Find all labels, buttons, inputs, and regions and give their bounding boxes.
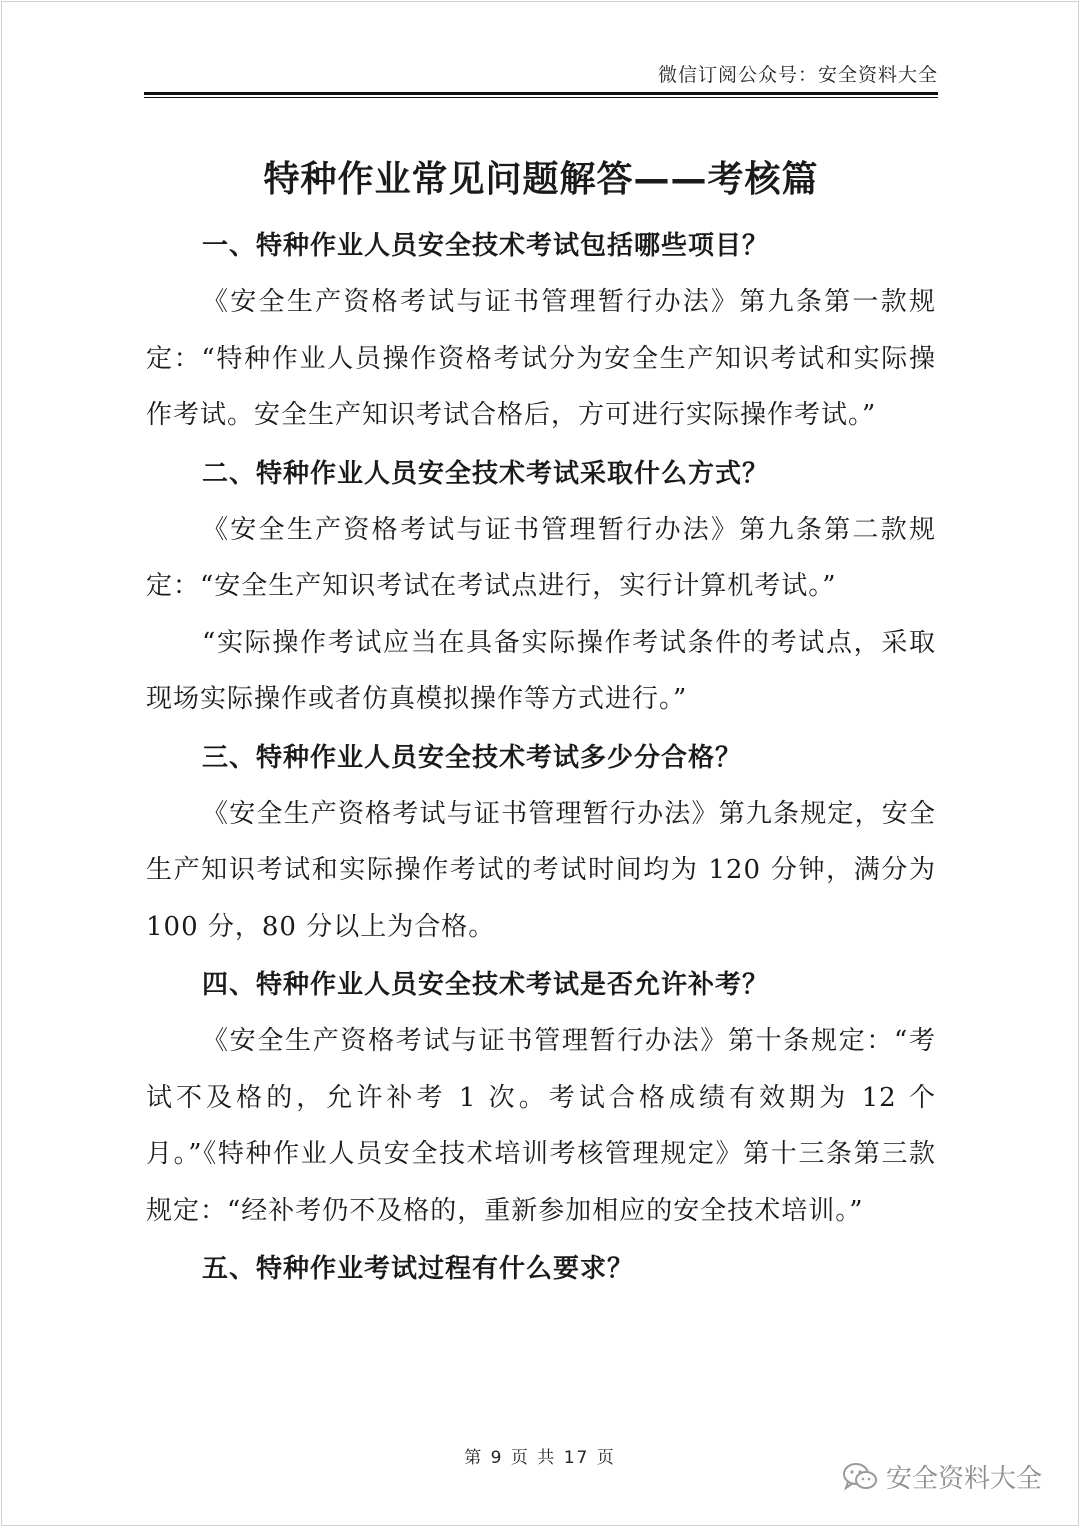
- watermark: [842, 1458, 1042, 1495]
- section-heading: 一、特种作业人员安全技术考试包括哪些项目？: [202, 231, 770, 261]
- header-subscription-text: 微信订阅公众号：安全资料大全: [657, 64, 938, 86]
- document-title: 特种作业常见问题解答——考核篇: [263, 159, 819, 200]
- section-3: [146, 730, 936, 956]
- section-2: [146, 446, 936, 728]
- section-heading: 四、特种作业人员安全技术考试是否允许补考？: [202, 970, 770, 1000]
- document-body: [146, 150, 936, 1297]
- section-5: [146, 1241, 936, 1297]
- section-4: [146, 957, 936, 1239]
- section-1: [146, 218, 936, 444]
- section-heading: 五、特种作业考试过程有什么要求？: [202, 1254, 635, 1284]
- watermark-text: 安全资料大全: [885, 1464, 1042, 1494]
- section-paragraph: 《安全生产资格考试与证书管理暂行办法》第九条规定，安全生产知识考试和实际操作考试的考试时间均为 120 分钟，满分为 100 分，80 分以上为合格。: [146, 798, 936, 942]
- section-paragraph: “实际操作考试应当在具备实际操作考试条件的考试点，采取现场实际操作或者仿真模拟操作等方式进行。”: [146, 627, 936, 714]
- section-paragraph: 《安全生产资格考试与证书管理暂行办法》第九条第一款规定：“特种作业人员操作资格考试分为安全生产知识考试和实际操作考试。安全生产知识考试合格后，方可进行实际操作考试。”: [146, 287, 936, 430]
- header-rule: [144, 92, 938, 95]
- page-number: 第 9 页 共 17 页: [464, 1448, 616, 1468]
- section-heading: 三、特种作业人员安全技术考试多少分合格？: [202, 742, 743, 773]
- section-paragraph: 《安全生产资格考试与证书管理暂行办法》第十条规定：“考试不及格的，允许补考 1 次。考试合格成绩有效期为 12 个月。”《特种作业人员安全技术培训考核管理规定》第十三条第三款规定：“经补考仍不及格的，重新参加相应的安全技术培训。”: [146, 1026, 936, 1226]
- wechat-icon: [842, 1462, 878, 1492]
- header-rule-thin: [144, 97, 938, 98]
- section-paragraph: 《安全生产资格考试与证书管理暂行办法》第九条第二款规定：“安全生产知识考试在考试点进行，实行计算机考试。”: [146, 514, 936, 601]
- section-heading: 二、特种作业人员安全技术考试采取什么方式？: [202, 458, 770, 489]
